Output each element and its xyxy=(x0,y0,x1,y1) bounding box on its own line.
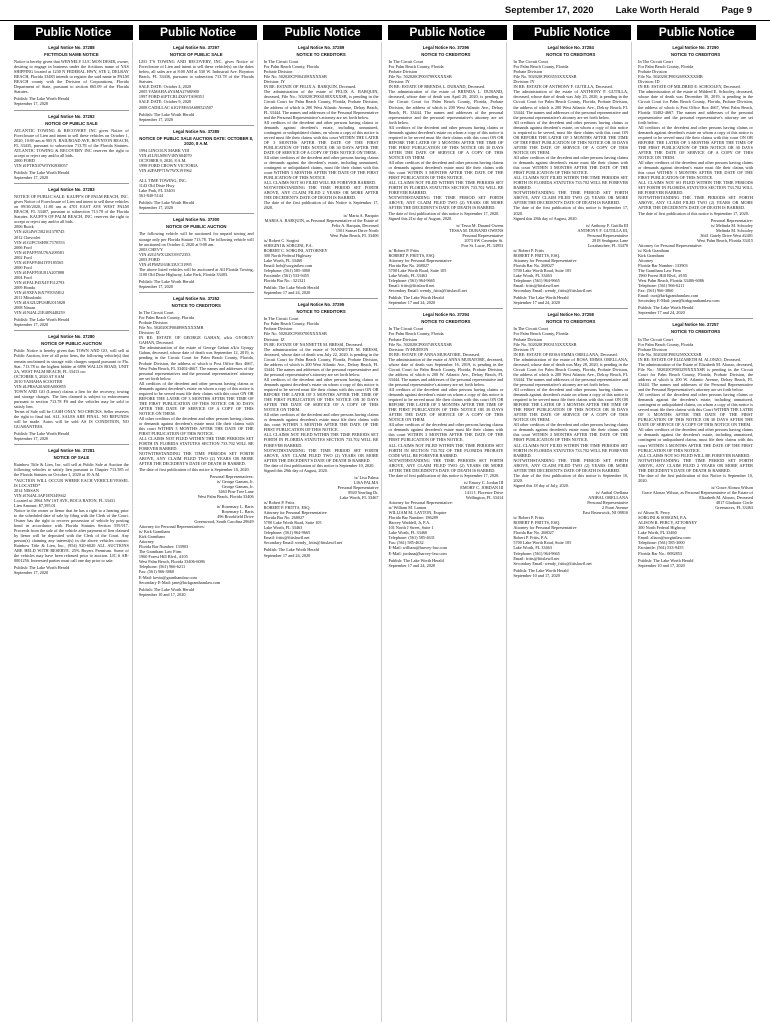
legal-notice-number: Legal Notice No. 37292 xyxy=(48,113,95,119)
notice-attorney: is/ Robert P. Fritts ROBERT P. FRITTS, ESQ. Attorney for Personal Representative Florida Bar No. 268027 Robert P. Fritts, P.A. 5700 Lake Worth Road, Suite 105 Lake Worth, FL 33463 Telephone: (561) 964-9665 Email: fritts@fittslawfl.net Secondary Email: wendy_fritts@fittslawfl.net xyxy=(513,515,592,566)
legal-notice xyxy=(264,298,379,557)
notice-publication: Publish: The Lake Worth Herald September 17 and 24, 2020 xyxy=(388,557,444,568)
notice-publication: Publish: The Lake Worth Herald September 17, 2020 xyxy=(138,200,195,211)
notice-body: In The Circuit Court For Palm Beach County, Florida Probate Division File No. 502020CP003553XXXXSB Division: IY IN RE: ESTATE OF ANTHONY F. GUTILLA, Deceased. The administration of the estate of ANTHONY F. GUTILLA, deceased, whose date of death was July 25, 2020, is pending in the Circuit Court for Palm Beach County, Florida, Probate Division, the address of which is 200 West Atlantic Ave., Delray Beach, FL 33444. The names and addresses of the personal representative and the personal representative's attorney are set forth below. All creditors of the decedent and other persons having claims or demands against decedent's estate, on whom a copy of this notice is required to be served, must file their claims with this court ON OR BEFORE THE LATER OF 3 MONTHS AFTER THE TIME OF THE FIRST PUBLICATION OF THIS NOTICE OR 30 DAYS AFTER THE DATE OF SERVICE OF A COPY OF THIS NOTICE ON THEM. All other creditors of the decedent and other persons having claims or demands against decedent's estate must file their claims with this court WITHIN 3 MONTHS AFTER THE DATE OF THE FIRST PUBLICATION OF THIS NOTICE. ALL CLAIMS NOT FILED WITHIN THE TIME PERIODS SET FORTH IN FLORIDA STATUTES 733.702 WILL BE FOREVER BARRED. NOTWITHSTANDING THE TIME PERIOD SET FORTH ABOVE, ANY CLAIM FILED TWO (2) YEARS OR MORE AFTER THE DECEDENT'S DATE OF DEATH IS BARRED. The date of the first publication of this notice is September 17, 2020. Signed this 28th day of August, 2020. xyxy=(513,59,629,221)
notice-attorney: is/ Robert P. Fritts ROBERT P. FRITTS, ESQ. Attorney for Personal Representative Florida Bar No. 268027 5700 Lake Worth Road, Suite 105 Lake Worth, FL 33463 Telephone: (561) 964-9665 Email: fritts@fittslawfl.net Secondary Email: wendy_fritts@fittslawfl.net xyxy=(263,500,343,546)
notice-column xyxy=(14,42,133,1022)
legal-notice-number: Legal Notice No. 37257 xyxy=(672,322,719,328)
issue-date: September 17, 2020 xyxy=(504,4,594,16)
notice-publication: Publish: The Lake Worth Herald September 17 and 24, 2020 xyxy=(513,295,569,306)
notice-publication: Publish: The Lake Worth Herald September 17, 2020 xyxy=(14,96,70,107)
notice-body: In The Circuit Court For Palm Beach County, Florida Probate Division File No. 502020CP003259XXXXSB IN RE: ESTATE OF ELIZABETH M. ALONZO, Deceased. The administration of the Estate of Elizabeth M. Alonzo, deceased, File No.: 502020CP003259XXXXSB is pending in the Circuit Court for Palm Beach County, Florida, Probate Division, the address of which is 200 W. Atlantic Avenue, Delray Beach, FL 33444. The names and addresses of the Personal Representative and the Personal Representative's attorney are set forth below. All creditors of the decedent and other persons having claims or demands against the decedent's estate, including unmatured, contingent or unliquidated claims, on whom a copy of this notice is served must file their claims with this Court WITHIN THE LATER OF 3 MONTHS AFTER THE DATE OF THE FIRST PUBLICATION OF THIS NOTICE OR 30 DAYS AFTER THE DATE OF SERVICE OF A COPY OF THIS NOTICE ON THEM. All other creditors of the decedent and other persons having claims or demands against the decedent's estate, including unmatured, contingent or unliquidated claims, must file their claims with this court WITHIN 3 MONTHS AFTER THE DATE OF THE FIRST PUBLICATION OF THIS NOTICE. ALL CLAIMS NOT SO FILED WILL BE FOREVER BARRED. NOTWITHSTANDING THE TIME PERIOD SET FORTH ABOVE, ANY CLAIM FILED 2 YEARS OR MORE AFTER THE DECEDENT'S DATE OF DEATH IS BARRED. The date of the first publication of this Notice is September 10, 2020. xyxy=(638,336,753,483)
notice-publication: Publish: The Lake Worth Herald September 10 and 17, 2020 xyxy=(138,586,195,597)
notice-publication: Publish: The Lake Worth Herald September 17, 2020 xyxy=(14,431,70,442)
notice-title: NOTICE TO CREDITORS xyxy=(421,52,471,58)
legal-notice-number: Legal Notice No. 37284 xyxy=(547,45,594,50)
notice-column xyxy=(264,42,383,1022)
legal-notice xyxy=(638,42,753,315)
notice-title: NOTICE TO CREDITORS xyxy=(171,303,221,309)
notice-columns xyxy=(0,40,770,1022)
legal-notice xyxy=(264,42,379,295)
notice-publication: Publish: The Lake Worth Herald September 17 and 24, 2020 xyxy=(263,285,319,296)
column-heading: Public Notice xyxy=(139,25,258,40)
notice-body: In The Circuit Court For Palm Beach County, Florida Probate Division File No. 502020CP003153XXXXSB Division: IY IN RE: ESTATE OF ROSA EMMA ORELLANA, Deceased. The administration of the estate of ROSA EMMA ORELLANA, deceased, whose date of death was May 28, 2020, is pending in the Circuit Court for Palm Beach County, Florida, Probate Division, the address of which is 200 West Atlantic Ave., Delray Beach, FL 33444. The names and addresses of the personal representative and the personal representative's attorney are set forth below. All creditors of the decedent and other persons having claims or demands against decedent's estate on whom a copy of this notice is required to be served must file their claims with this court ON OR BEFORE THE LATER OF 3 MONTHS AFTER THE TIME OF THE FIRST PUBLICATION OF THIS NOTICE OR 30 DAYS AFTER THE DATE OF SERVICE OF A COPY OF THIS NOTICE ON THEM. All other creditors of the decedent and other persons having claims or demands against decedent's estate must file their claims with this court WITHIN 3 MONTHS AFTER THE DATE OF THE FIRST PUBLICATION OF THIS NOTICE. ALL CLAIMS NOT FILED WITHIN THE TIME PERIODS SET FORTH IN FLORIDA STATUTES 733.702 WILL BE FOREVER BARRED. NOTWITHSTANDING THE TIME PERIOD SET FORTH ABOVE, ANY CLAIM FILED TWO (2) YEARS OR MORE AFTER THE DECEDENT'S DATE OF DEATH IS BARRED. The date of the first publication of this notice is September 10, 2020. Signed this 18 day of July, 2020. xyxy=(513,326,629,488)
notice-signature: is/ Tessa M. Durand Owens TESSA M. DURAND OWENS Personal Representative 2073 SW Cavender St. Port St. Lucie, FL 34953 xyxy=(449,222,504,248)
notice-attorney: Attorney for Personal Representative: is/ Kirk Grantham Kirk Grantham Attorney Florida Bar Number: 133903 The Grantham Law Firm 1960 Forest Hill Blvd., #105 West Palm Beach, Florida 33406-6086 Telephone: (561) 966-6211 Fax: (561) 966-3860 Email: curt@kirkgranthamlaw.com Secondary E-Mail: jane@kirkgranthamlaw.com xyxy=(638,242,720,304)
notice-title: NOTICE TO CREDITORS xyxy=(546,52,596,58)
notice-body: In The Circuit Court For Palm Beach County, Florida Probate Division File No. 502020CP003789XXXXSB Division: IY IN RE: ESTATE OF BRENDA L. DURAND, Deceased. The administration of the estate of BRENDA L. DURAND, deceased, whose date of death was April 29, 2020, is pending in the Circuit Court for Palm Beach County, Florida, Probate Division, the address of which is 200 West Atlantic Ave., Delray Beach, FL 33444. The names and addresses of the personal representative and the personal representative's attorney are set forth below. All creditors of the decedent and other persons having claims or demands against decedent's estate on whom a copy of this notice is required to be served must file their claims with this court ON OR BEFORE THE LATER OF 3 MONTHS AFTER THE TIME OF THE FIRST PUBLICATION OF THIS NOTICE OR 30 DAYS AFTER THE DATE OF SERVICE OF A COPY OF THIS NOTICE ON THEM. All other creditors of the decedent and other persons having claims or demands against decedent's estate must file their claims with this court WITHIN 3 MONTHS AFTER THE DATE OF THE FIRST PUBLICATION OF THIS NOTICE. ALL CLAIMS NOT FILED WITHIN THE TIME PERIODS SET FORTH IN FLORIDA STATUTES SECTION 733.702 WILL BE FOREVER BARRED. NOTWITHSTANDING THE TIME PERIOD SET FORTH ABOVE, ANY CLAIM FILED TWO (2) YEARS OR MORE AFTER THE DECEDENT'S DATE OF DEATH IS BARRED. The date of first publication of this notice is September 17, 2020. Signed this 21st day of August, 2020. xyxy=(388,59,504,221)
notice-column xyxy=(513,42,632,1022)
notice-signature: Personal Representative: is/ Melinda M. Schooley Melinda M. Schooley 3641 Gately Drive West #2401 West Palm Beach, Florida 33415 xyxy=(697,217,753,243)
notice-signature: is/ Grace Alonzo Wilson Grace Alonzo Wilson, as Personal Representative of the Estate of Elizabeth M. Alonzo, Deceased 4817 Gladiator Circle Greenacres, FL 33463 xyxy=(641,484,753,511)
notice-signature: is/ Emory C. Jordan III EMORY C. JORDAN III 1411 I. Florence Drive Wellington, FL 33414 xyxy=(460,479,504,500)
legal-notice xyxy=(14,183,129,327)
notice-column xyxy=(388,42,507,1022)
notice-attorney: is/ Robert P. Fritts ROBERT P. FRITTS, ESQ. Attorney for Personal Representative Florida Bar No. 268027 5700 Lake Worth Road, Suite 105 Lake Worth, FL 33463 Telephone: (561) 964-9665 Email: fritts@fittslawfl.net Secondary Email: wendy_fritts@fittslawfl.net xyxy=(513,247,592,294)
notice-signature: is/ Maria A. Barquin MARIA A. BARQUIN, as Personal Representative of the Estate of Felix A. Barquin, Deceased 1501 Sunset Drive North West Palm Beach, FL 33406 xyxy=(264,212,379,238)
notice-title: NOTICE OF PUBLIC SALE AUCTION DATE: OCTOBER 8, 2020, 8 A.M. xyxy=(139,135,254,146)
notice-publication: Publish: The Lake Worth Herald September 17, 2020 xyxy=(138,111,195,122)
notice-signature: is/ Lisa Palma LISA PALMA Personal Representative 8920 Yearling Dr. Lake Worth, FL 33467 xyxy=(337,474,379,500)
notice-attorney: Attorney for Personal Representatives: is/ Kirk Grantham Kirk Grantham Attorney Florida Bar Number: 133903 The Grantham Law Firm 1960 Forest Hill Blvd., #105 West Palm Beach, Florida 33406-6086 Telephone: (561) 966-6211 Fax: (561) 966-3860 E-Mail: kevin@granthamlaw.com Secondary E-Mail: jane@kirkgranthamlaw.com xyxy=(138,524,221,585)
legal-notice-number: Legal Notice No. 37285 xyxy=(173,128,220,134)
column-heading: Public Notice xyxy=(388,25,507,40)
notice-publication: Publish: The Lake Worth Herald September 17, 2020 xyxy=(14,317,70,328)
notice-publication: Publish: The Lake Worth Herald September 17, 2020 xyxy=(138,278,195,289)
notice-title: NOTICE TO CREDITORS xyxy=(670,329,721,335)
page-header xyxy=(0,0,770,21)
notice-body: In The Circuit Court For Palm Beach County, Florida Probate Division File No. 502020CP003700XXXXSB Division: IZ IN RE: ESTATE OF NANNETTE M. BRESSI, Deceased. The administration of the estate of NANNETTE M. BRESSI, deceased, whose date of death was July 22, 2020, is pending in the Circuit Court for Palm Beach County, Florida, Probate Division, the address of which is 200 West Atlantic Ave., Delray Beach, FL 33444. The names and addresses of the personal representative and the personal representative's attorney are set forth below. All creditors of the decedent and other persons having claims or demands against decedent's estate on whom a copy of this notice is required to be served must file their claims with this court ON OR BEFORE THE LATER OF 3 MONTHS AFTER THE TIME OF THE FIRST PUBLICATION OF THIS NOTICE OR 30 DAYS AFTER THE DATE OF SERVICE OF A COPY OF THIS NOTICE ON THEM. All other creditors of the decedent and other persons having claims or demands against decedent's estate must file their claims with this court WITHIN 3 MONTHS AFTER THE DATE OF THE FIRST PUBLICATION OF THIS NOTICE. ALL CLAIMS NOT FILED WITHIN THE TIME PERIODS SET FORTH IN FLORIDA STATUTES SECTION 733.702 WILL BE FOREVER BARRED. NOTWITHSTANDING THE TIME PERIOD SET FORTH ABOVE, ANY CLAIM FILED TWO (2) YEARS OR MORE AFTER THE DECEDENT'S DATE OF DEATH IS BARRED. The date of first publication of this notice is September 10, 2020. Signed this 29th day of August, 2020. xyxy=(263,316,379,473)
legal-notice xyxy=(139,42,254,122)
notice-title: FICTITIOUS NAME NOTICE xyxy=(44,52,99,58)
notice-title: NOTICE TO CREDITORS xyxy=(296,309,346,315)
notice-body: Rainbow Title & Lien, Inc. will sell at Public Sale at Auction the following vehicles to satisfy lien pursuant to Chapter 713.585 of the Florida Statutes on October 1, 2020 at 10 A.M. *AUCTION WILL OCCUR WHERE EACH VEHICLE/VESSEL IS LOCATED* 2014 NISSAN VIN #1N4AL3AP1EN349942 Located at: 2064 NW 1ST AVE, BOCA RATON, FL 33431 Lien Amount: $7,395.01 Notice to the owner or lienor that he has a right to a hearing prior to the scheduled date of sale by filing with the Clerk of the Court. Owner has the right to recover possession of vehicle by posting bond in accordance with Florida Statutes Section 559.917. Proceeds from the sale of the vehicle after payment of lien claimed by lienor will be deposited with the Clerk of the Court. Any person(s) claiming any interest(s) in the above vehicles contact: Rainbow Title & Lien, Inc., (954) 920-6020 ALL AUCTIONS ARE HELD WITH RESERVE. 25% Buyers Premium. Some of the vehicles may have been released prior to auction. LIC # AB-0001256. Interested parties must call one day prior to sale. xyxy=(14,462,129,564)
legal-notice-number: Legal Notice No. 37300 xyxy=(173,217,220,223)
legal-notice-number: Legal Notice No. 37281 xyxy=(48,448,95,454)
notice-publication: Publish: The Lake Worth Herald September 10 and 17, 2020 xyxy=(513,567,569,578)
legal-notice xyxy=(14,330,129,441)
legal-notice-number: Legal Notice No. 37294 xyxy=(422,312,470,318)
legal-notice xyxy=(14,110,129,181)
notice-title: NOTICE OF PUBLIC AUCTION xyxy=(165,224,227,230)
notice-column xyxy=(139,42,258,1022)
legal-notice-number: Legal Notice No. 37289 xyxy=(297,45,345,50)
notice-signature: is/ Anthony F. Gutilla III ANTHONY F. GUTILLA III, Personal Representative 2918 Seahgrass Lane Loxahatchee, FL 33470 xyxy=(577,222,629,248)
column-headings xyxy=(0,21,770,40)
notice-title: NOTICE TO CREDITORS xyxy=(546,319,596,325)
notice-attorney: Attorney for Personal Representative: is/ William M. Lanton WILLIAM M. LAYTON, Esquire Florida Bar Number: 186289 Harvey Waddell, Jr, P.A. 101 North J Street, Suite 1 Lake Worth, FL 33460 Telephone: (561) 585-4631 Fax: (561) 585-4632 E-Mail: william@harvey-law.com E-Mail: jordana@harvey-law.com xyxy=(388,500,453,556)
notice-publication: Publish: The Lake Worth Herald September 17 and 24, 2020 xyxy=(263,547,319,558)
notice-title: NOTICE OF SALE xyxy=(53,455,90,461)
notice-publication: Publish: The Lake Worth Herald September 10 and 17, 2020 xyxy=(638,557,694,568)
notice-title: NOTICE TO CREDITORS xyxy=(670,52,721,58)
notice-body: 1994 LINCOLN MARK VIII VIN #1LNLM91V1RY604070 OCTOBER 9, 2020, 8 A.M. 1998 FORD CROWN VICTORIA VIN #2FAFP71W7WX191962 ALL TIME TOWING, INC. 1143 Old Dixie Hwy Lake Park, FL 33403 561-840-5144 xyxy=(138,147,198,199)
notice-title: NOTICE OF PUBLIC SALE xyxy=(169,52,223,58)
notice-body: In The Circuit Court For Palm Beach County, Florida Probate Division File No. 502020CP004898XXXXMB Division: IZ IN RE: ESTATE OF GEORGE GAHAN, a/k/a GYORGY GAHAN, Deceased. The administration of the estate of George Gahan a/k/a Gyorgy Gahan, deceased, whose date of death was September 12, 2019, is pending in the Circuit Court for Palm Beach County, Florida, Probate Division, the address of which is Post Office Box 4667, West Palm Beach, FL 33402-4667. The names and addresses of the personal representatives and the personal representatives' attorney are set forth below. All creditors of the decedent and other persons having claims or demands against decedent's estate on whom a copy of this notice is required to be served must file their claims with this court ON OR BEFORE THE LATER OF 3 MONTHS AFTER THE TIME OF THE FIRST PUBLICATION OF THIS NOTICE OR 30 DAYS AFTER THE DATE OF SERVICE OF A COPY OF THIS NOTICE ON THEM. All other creditors of the decedent and other persons having claims or demands against decedent's estate must file their claims with this court WITHIN 3 MONTHS AFTER THE DATE OF THE FIRST PUBLICATION OF THIS NOTICE. ALL CLAIMS NOT FILED WITHIN THE TIME PERIODS SET FORTH IN FLORIDA STATUTES SECTION 733.702 WILL BE FOREVER BARRED. NOTWITHSTANDING THE TIME PERIODS SET FORTH ABOVE, ANY CLAIM FILED TWO (2) YEARS OR MORE AFTER THE DECEDENT'S DATE OF DEATH IS BARRED. The date of first publication of this notice is September 10, 2020. xyxy=(138,310,254,472)
notice-publication: Publish: The Lake Worth Herald September 17, 2020 xyxy=(14,565,70,576)
page-number: Page 9 xyxy=(721,4,752,16)
notice-body: NOTICE OF PUBLIC SALE: KAUFF'S OF PALM BEACH, INC. gives Notice of Foreclosure of Lien and intent to sell these vehicles on 09/30/2020, 11:00 am at 4701 EAST AVE WEST PALM BEACH, FL 33407, pursuant to subsection 713.78 of the Florida Statutes. KAUFF'S OF PALM BEACH, INC. reserves the right to accept or reject any and/or all bids. 2006 Buick VIN #2G4WC582161378745 2012 Chevrolet VIN #1G1PC5SH9C7170553 2006 Ford VIN #1FAFP55U76A209581 2002 Ford VIN #1FAFP4041YF185565 2000 Ford VIN #1FAFP53U81A207888 2004 Ford VIN #1FALP45X4YF112793 2009 Honda VIN #19XFA16X79T035812 2011 Mitsubishi VIN #JA32U2FU6BU015828 2008 Nissan VIN #1N4AL21E48N448259 xyxy=(14,194,129,316)
notice-column xyxy=(638,42,756,1022)
legal-notice xyxy=(513,308,628,577)
legal-notice-number: Legal Notice No. 37297 xyxy=(173,45,220,50)
notice-publication: Publish: The Lake Worth Herald September 17, 2020 xyxy=(14,169,70,181)
notice-body: Notice is hereby given that WENNELY LUC MON DESIR, owner, desiring to engage in business under the fictitious name of YAS SHIPPING located at 1230 N FEDERAL HWY, STE 2, DELRAY BEACH, Florida 33483 intends to register the said name in PALM BEACH county with the Division of Corporations, Florida Department of State, pursuant to section 865.09 of the Florida Statutes. xyxy=(14,59,129,95)
legal-notice xyxy=(14,42,129,107)
notice-attorney: is/ Alison R. Percy SORGINI & SORGINI, P.A. ALISON R. PERCY, ATTORNEY 300 North Federal Highway Lake Worth, FL 33460 Email: alison@sorginilaw.com Telephone: (561) 585-3000 Facsimile: (561) 533-9455 Florida Bar No.: 0082853 xyxy=(638,510,698,556)
notice-attorney: is/ Robert P. Fritts ROBERT P. FRITTS, ESQ. Attorney for Personal Representative Florida Bar No. 268027 5700 Lake Worth Road, Suite 105 Lake Worth, FL 33463 Telephone: (561) 964-9665 Email: fritts@fittslawfl.net Secondary Email: wendy_fritts@fittslawfl.net xyxy=(388,247,467,294)
legal-notice-number: Legal Notice No. 37290 xyxy=(672,45,719,50)
notice-attorney: is/ Robert C. Sorgini SORGINI & SORGINI, P.A. ROBERT C. SORGINI, ATTORNEY 300 North Federal Highway Lake Worth, FL 33460 Email: bob@sorginilaw.com Telephone: (561) 585-3000 Facsimile: (561) 533-9455 Florida Bar No.: 321321 xyxy=(263,237,328,284)
notice-title: NOTICE TO CREDITORS xyxy=(421,319,471,325)
legal-notice xyxy=(139,213,254,289)
notice-body: ATLANTIC TOWING & RECOVERY INC gives Notice of Foreclosure of Lien and intent to sell these vehicles on October 1, 2020, 10:00 am at 905 N. RAILROAD AVE, BOYNTON BEACH, FL 33435, pursuant to subsection 713.78 of the Florida Statutes. ATLANTIC TOWING & RECOVERY INC reserves the right to accept or reject any and/or all bids. 2000 FORD VIN #1FTRX07W5YKB38057 xyxy=(14,127,129,168)
column-heading: Public Notice xyxy=(14,25,133,40)
column-heading: Public Notice xyxy=(263,25,382,40)
legal-notice-number: Legal Notice No. 37295 xyxy=(297,302,345,308)
legal-notice-number: Legal Notice No. 37283 xyxy=(48,187,95,193)
column-heading: Public Notice xyxy=(513,25,632,40)
legal-notice-number: Legal Notice No. 37280 xyxy=(48,334,95,340)
legal-notice xyxy=(139,125,254,211)
notice-body: LEO T'S TOWING AND RECOVERY, INC. gives Notice of Foreclosure of Lien and intent to sell these vehicle(s) on the dates below, all sales are at 8:00 AM at 530 W. Industrial Ave. Boynton Beach, FL 33436, pursuant to subsection 713.78 of the Florida Statutes. SALE DATE: October 4, 2020 2005 YAMAHA #YAMA2768J900 1997 FORD #1FTCR14X6VTA98351 SALE DATE: October 9, 2020 2008 CADILLAC #1GYEE63A688523507 xyxy=(138,59,254,110)
notice-signature: is/ Anibal Orellana ANIBAL ORELLANA Personal Representative 2 Front Avenue East Brunswick, NJ 08816 xyxy=(582,489,629,516)
legal-notice-number: Legal Notice No. 37296 xyxy=(422,45,470,50)
newspaper-name: Lake Worth Herald xyxy=(615,4,700,16)
notice-body: In The Circuit Court For Palm Beach County, Florida Probate Division File No. 502020CP004108XXXXSB Division: IY IN RE: ESTATE OF FELIX A. BARQUIN, Deceased. The administration of the estate of FELIX A. BARQUIN, deceased, File No.: 502020CP004108XXXXSB, is pending in the Circuit Court for Palm Beach County, Florida, Probate Division, the address of which is 200 West Atlantic Avenue, Delray Beach, FL 33444. The names and addresses of the Personal Representative and the Personal Representative's attorney are set forth below. All creditors of the decedent and other persons having claims or demands against decedent's estate, including unmatured, contingent or unliquidated claims, on whom a copy of this notice is served must file their claims with this court WITHIN THE LATER OF 3 MONTHS AFTER THE DATE OF THE FIRST PUBLICATION OF THIS NOTICE OR 30 DAYS AFTER THE DATE OF SERVICE OF A COPY OF THIS NOTICE ON THEM. All other creditors of the decedent and other persons having claims or demands against the decedent's estate, including unmatured, contingent or unliquidated claims, must file their claims with this court WITHIN 3 MONTHS AFTER THE DATE OF THE FIRST PUBLICATION OF THIS NOTICE. ALL CLAIMS NOT SO FILED WILL BE FOREVER BARRED. NOTWITHSTANDING THE TIME PERIOD SET FORTH ABOVE, ANY CLAIM FILED 2 YEARS OR MORE AFTER THE DECEDENT'S DATE OF DEATH IS BARRED. The date of the first publication of this Notice is September 17, 2020. xyxy=(263,59,379,211)
notice-body: The following vehicle will be auctioned for unpaid towing and storage only per Florida Statute 713.78. The following vehicle will be auctioned on October 4, 2020 at 9:00 am. 2003 CHEVY VIN #2G1WX12K539372353 2003 FORD VIN #1FMZU63K33UC31995 The above listed vehicles will be auctioned at All Florida Towing, 1100 Old Dixie Highway, Lake Park, Florida 33403. xyxy=(138,231,254,277)
notice-signature: Personal Representatives: is/ George Gaman, Jr. George Gaman, Jr. 3463 Pine Tree Lane West Palm Beach, Florida 33406 is/ Rosemary L. Baris Rosemary L. Baris 496 Brookfield Drive Greenwood, South Carolina 29649 xyxy=(194,473,254,524)
notice-publication: Publish: The Lake Worth Herald September 17 and 24, 2020 xyxy=(638,305,694,316)
legal-notice xyxy=(513,42,628,305)
legal-notice-number: Legal Notice No. 37288 xyxy=(48,45,95,50)
notice-publication: Publish: The Lake Worth Herald September 17 and 24, 2020 xyxy=(388,295,444,306)
legal-notice xyxy=(14,444,129,575)
notice-title: NOTICE TO CREDITORS xyxy=(296,52,346,58)
legal-notice xyxy=(388,42,503,305)
legal-notice xyxy=(638,318,753,567)
column-heading: Public Notice xyxy=(637,25,756,40)
notice-body: In The Circuit Court For Palm Beach County, Florida Probate Division File No. 502020CP003749XXXXSB Division: IY/HURTON IN RE: ESTATE OF ANNA MURATORE, Deceased. The administration of the estate of ANNA MURATORE, deceased, whose date of death was September 16, 2019, is pending in the Circuit Court for Palm Beach County, Florida, Probate Division, the address of which is 200 W. Atlantic Ave., Delray Beach, FL 33444. The names and addresses of the personal representative and the personal representative's attorney are set forth below. All creditors of the decedent and other persons having claims or demands against decedent's estate on whom a copy of this notice is required to be served must file their claims with this court ON OR BEFORE THE LATER OF 3 MONTHS AFTER THE TIME OF THE FIRST PUBLICATION OF THIS NOTICE OR 30 DAYS AFTER THE DATE OF SERVICE OF A COPY OF THIS NOTICE ON THEM. All other creditors of the decedent and other persons having claims or demands against decedent's estate must file their claims with this court WITHIN 3 MONTHS AFTER THE DATE OF THE FIRST PUBLICATION OF THIS NOTICE. ALL CLAIMS NOT FILED WITHIN THE TIME PERIODS SET FORTH IN SECTION 733.702 OF THE FLORIDA PROBATE CODE WILL BE FOREVER BARRED. NOTWITHSTANDING THE TIME PERIODS SET FORTH ABOVE, ANY CLAIM FILED TWO (2) YEARS OR MORE AFTER THE DECEDENT'S DATE OF DEATH IS BARRED. The date of first publication of this notice is September 17, 2020. xyxy=(388,326,504,478)
notice-body: Public Notice is hereby given that TOWN AND GO, will sell at Public Auction, free of all prior liens, the following vehicle(s) that remain unclaimed in storage with charges unpaid pursuant to Fla. Stat. 713.78 to the highest bidder at 6896 WALLIS ROAD, UNIT 2A, WEST PALM BEACH, FL 33413 on: OCTOBER 5, 2020 AT 8 AM 2010 YAMAHA SCOOTER VIN #LPRSA20A0EA000855 TOWN AND GO (Lienor) claims a lien for the recovery, towing and storage charges. The lien claimed is subject to enforcement pursuant to section 713.78 FS and the vehicles may be sold to satisfy lien. Terms of Sale will be CASH ONLY. NO CHECKS. Seller reserves the right to final bid. ALL SALES ARE FINAL. NO REFUNDS will be made. Autos will be sold AS IS CONDITION, NO GUARANTEES. xyxy=(14,348,129,430)
notice-title: NOTICE OF PUBLIC SALE xyxy=(45,120,98,126)
legal-notice-number: Legal Notice No. 37258 xyxy=(547,312,594,318)
notice-body: In The Circuit Court For Palm Beach County, Florida Probate Division File No. 502020CP003269XXXXMB Division: ID IN RE: ESTATE OF MILDRED E. SCHOOLEY, Deceased. The administration of the estate of Mildred E. Schooley, deceased, whose date of death was December 30, 2019, is pending in the Circuit Court for Palm Beach County, Florida, Probate Division, the address of which is Post Office Box 4667, West Palm Beach, Florida 33402-4667. The names and addresses of the personal representative and the personal representative's attorney are set forth below. All creditors of the decedent and other persons having claims or demands against decedent's estate on whom a copy of this notice is required to be served must file their claims with this court ON OR BEFORE THE LATER OF 3 MONTHS AFTER THE TIME OF THE FIRST PUBLICATION OF THIS NOTICE OR 30 DAYS AFTER THE DATE OF SERVICE OF A COPY OF THIS NOTICE ON THEM. All other creditors of the decedent and other persons having claims or demands against decedent's estate must file their claims with this court WITHIN 3 MONTHS AFTER THE DATE OF THE FIRST PUBLICATION OF THIS NOTICE. ALL CLAIMS NOT SO FILED WITHIN THE TIME PERIODS SET FORTH IN FLORIDA STATUTES SECTION 733.702 WILL BE FOREVER BARRED. NOTWITHSTANDING THE TIME PERIODS SET FORTH ABOVE, ANY CLAIM FILED TWO (2) YEARS OR MORE AFTER THE DECEDENT'S DATE OF DEATH IS BARRED. The date of first publication of this notice is September 17, 2020. xyxy=(638,59,753,216)
legal-notice xyxy=(388,308,503,567)
legal-notice xyxy=(139,292,254,597)
legal-notice-number: Legal Notice No. 37252 xyxy=(173,295,220,301)
notice-title: NOTICE OF PUBLIC AUCTION xyxy=(41,341,102,347)
